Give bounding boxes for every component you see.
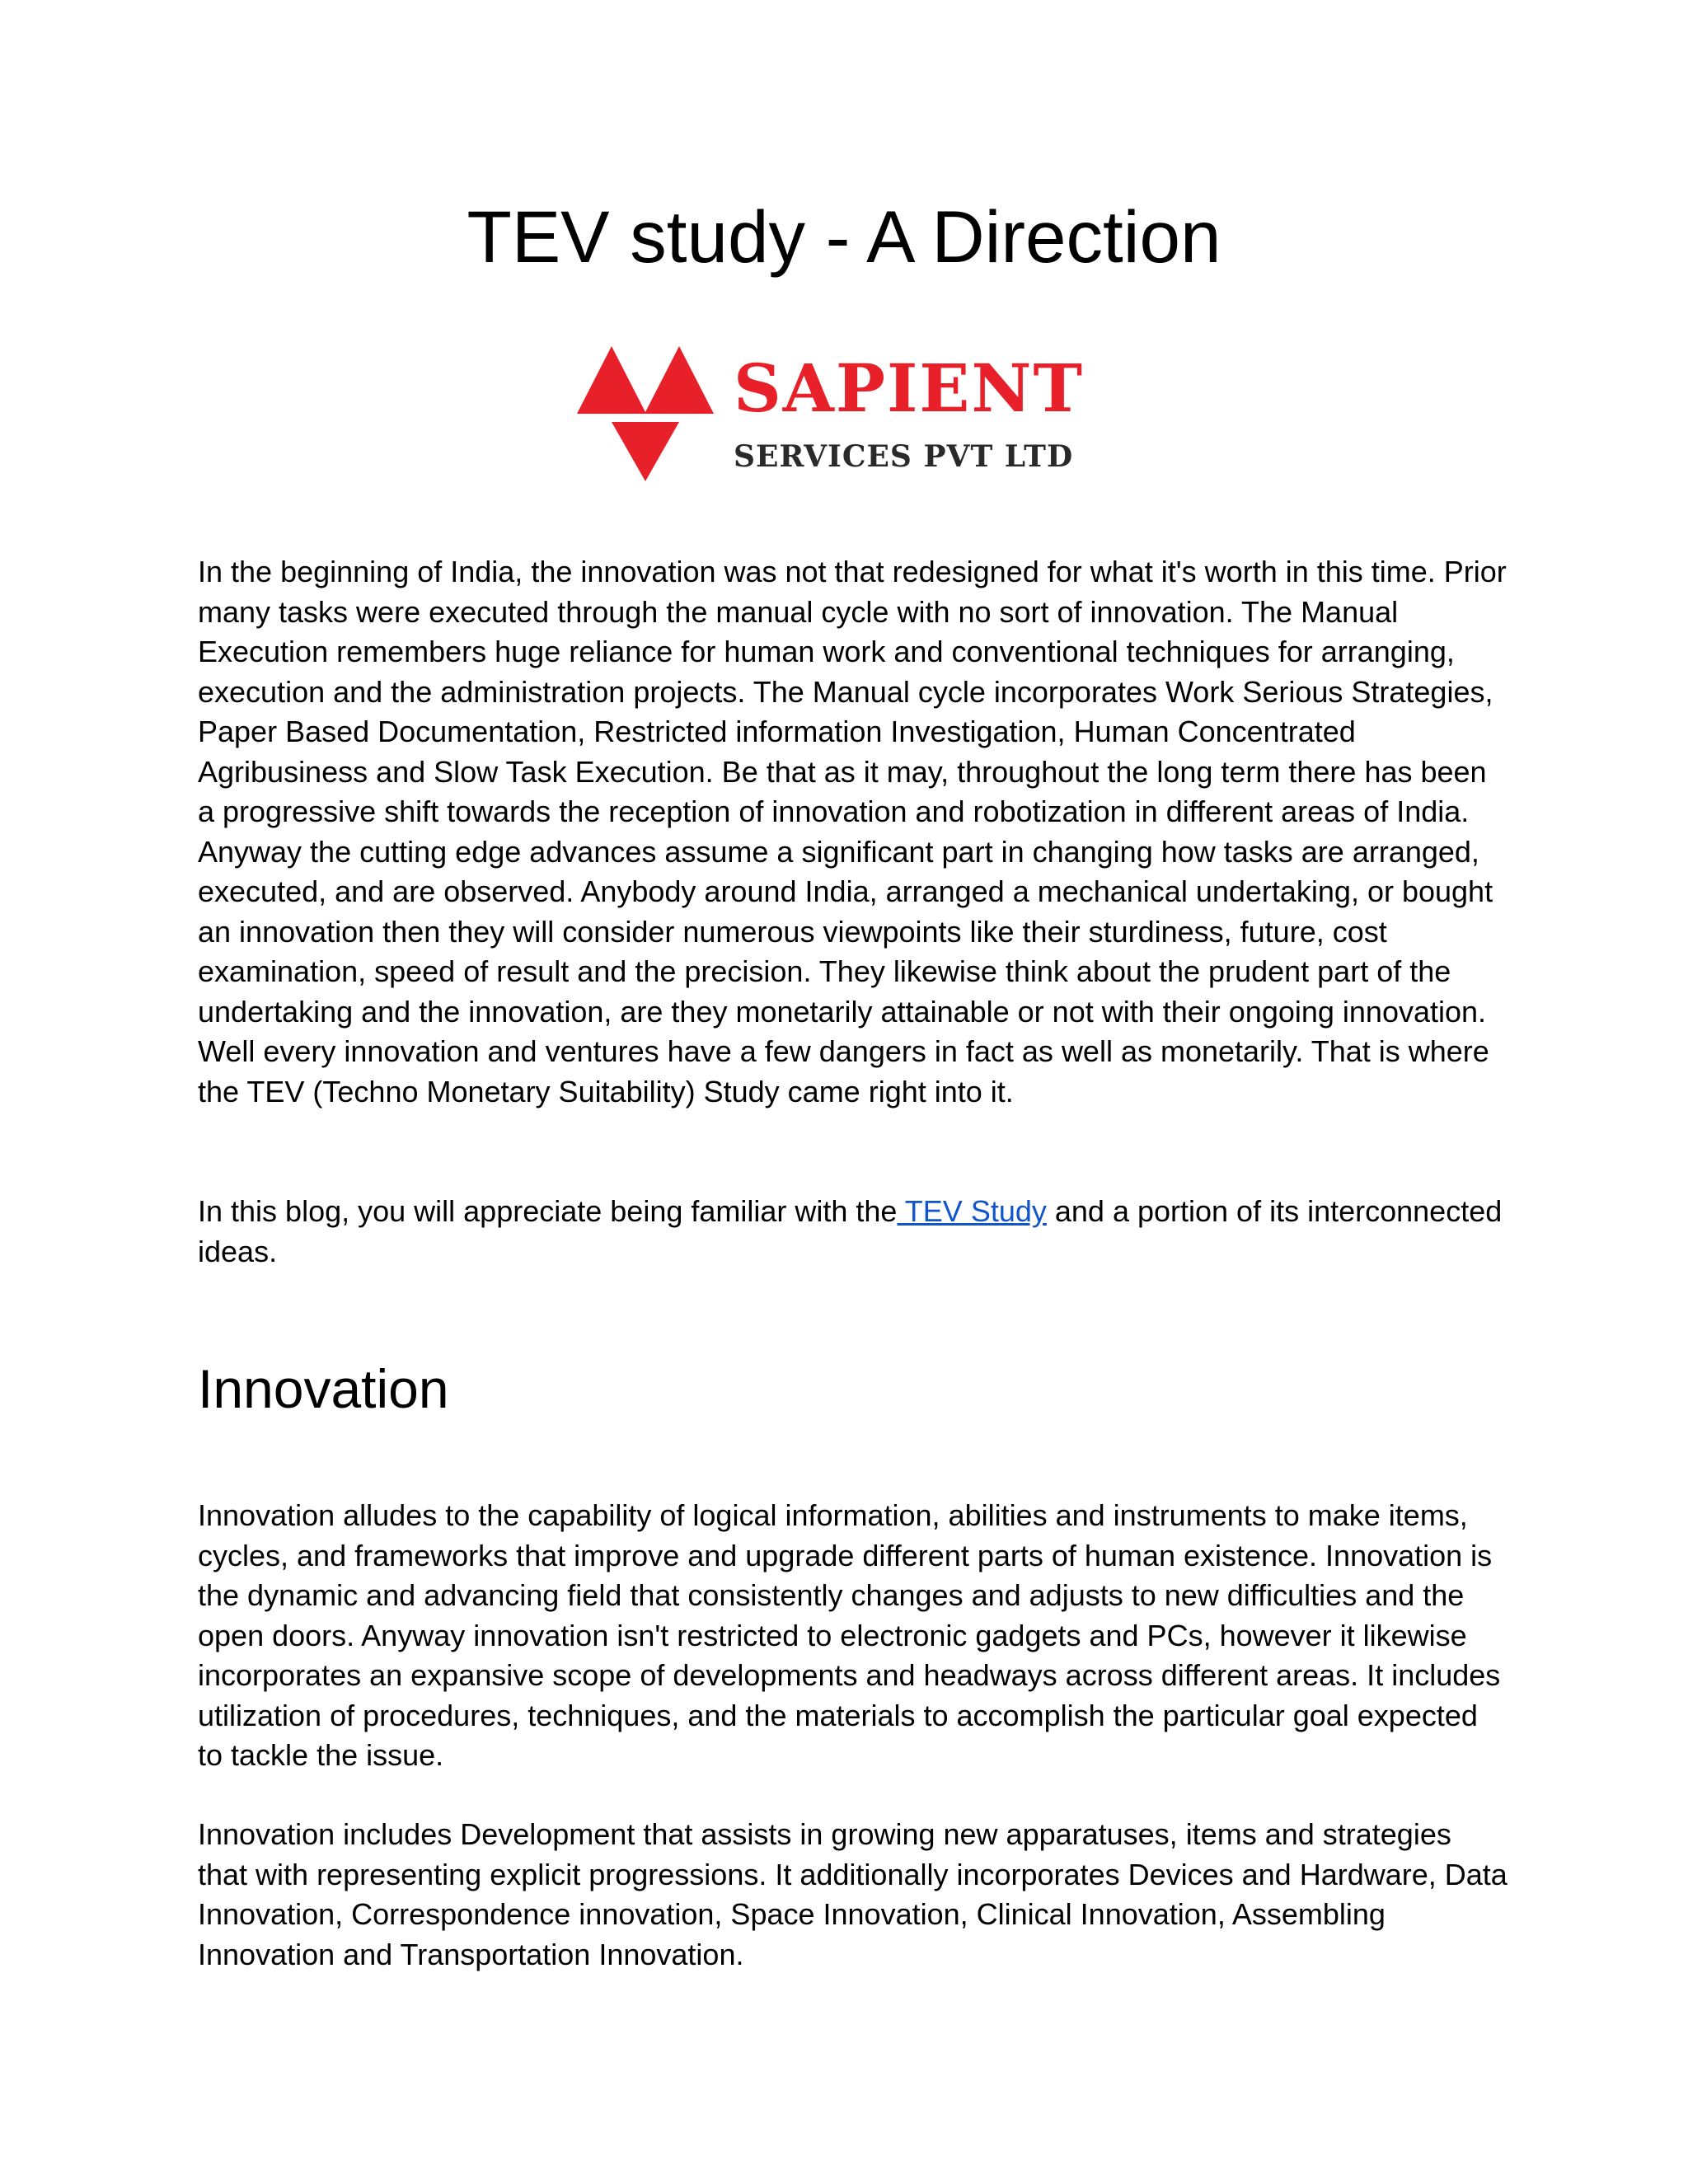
three-triangles-logo-icon <box>577 346 725 486</box>
blog-paragraph <box>198 1192 1508 1272</box>
innovation-paragraph-2: Innovation includes Development that assists in growing new apparatuses, items and strategies that with representing explicit progressions. It additionally incorporates Devices and Hardware, Data Innovation, Correspondence innovation, Space Innovation, Clinical Innovation, Assembling Innovation and Transportation Innovation. <box>198 1817 1507 1971</box>
page-title: TEV study - A Direction <box>467 195 1221 278</box>
logo-wordmark: SAPIENT <box>734 349 1085 427</box>
tev-study-link[interactable]: TEV Study <box>897 1194 1047 1228</box>
intro-paragraph: In the beginning of India, the innovation was not that redesigned for what it's worth in this time. Prior many tasks were executed through the manual cycle with no sort of innovation. The Manual Execution remembers huge reliance for human work and conventional techniques for arranging, execution and the administration projects. The Manual cycle incorporates Work Serious Strategies, Paper Based Documentation, Restricted information Investigation, Human Concentrated Agribusiness and Slow Task Execution. Be that as it may, throughout the long term there has been a progressive shift towards the reception of innovation and robotization in different areas of India. Anyway the cutting edge advances assume a significant part in changing how tasks are arranged, executed, and are observed. Anybody around India, arranged a mechanical undertaking, or bought an innovation then they will consider numerous viewpoints like their sturdiness, future, cost examination, speed of result and the precision. They likewise think about the prudent part of the undertaking and the innovation, are they monetarily attainable or not with their ongoing innovation. Well every innovation and ventures have a few dangers in fact as well as monetarily. That is where the TEV (Techno Monetary Suitability) Study came right into it. <box>198 555 1507 1108</box>
sapient-logo <box>577 346 1088 486</box>
blog-text-after-link: and a portion of its interconnected ideas. <box>198 1194 1503 1268</box>
logo-subtitle: SERVICES PVT LTD <box>734 439 1074 474</box>
section-heading-innovation: Innovation <box>198 1358 449 1419</box>
blog-text-before-link: In this blog, you will appreciate being familiar with the <box>198 1194 898 1228</box>
innovation-paragraph-1: Innovation alludes to the capability of logical information, abilities and instruments to make items, cycles, and frameworks that improve and upgrade different parts of human existence. Innovation is the dynamic and advancing field that consistently changes and adjusts to new difficulties and the open doors. Anyway innovation isn't restricted to electronic gadgets and PCs, however it likewise incorporates an expansive scope of developments and headways across different areas. It includes utilization of procedures, techniques, and the materials to accomplish the particular goal expected to tackle the issue. <box>198 1498 1501 1772</box>
